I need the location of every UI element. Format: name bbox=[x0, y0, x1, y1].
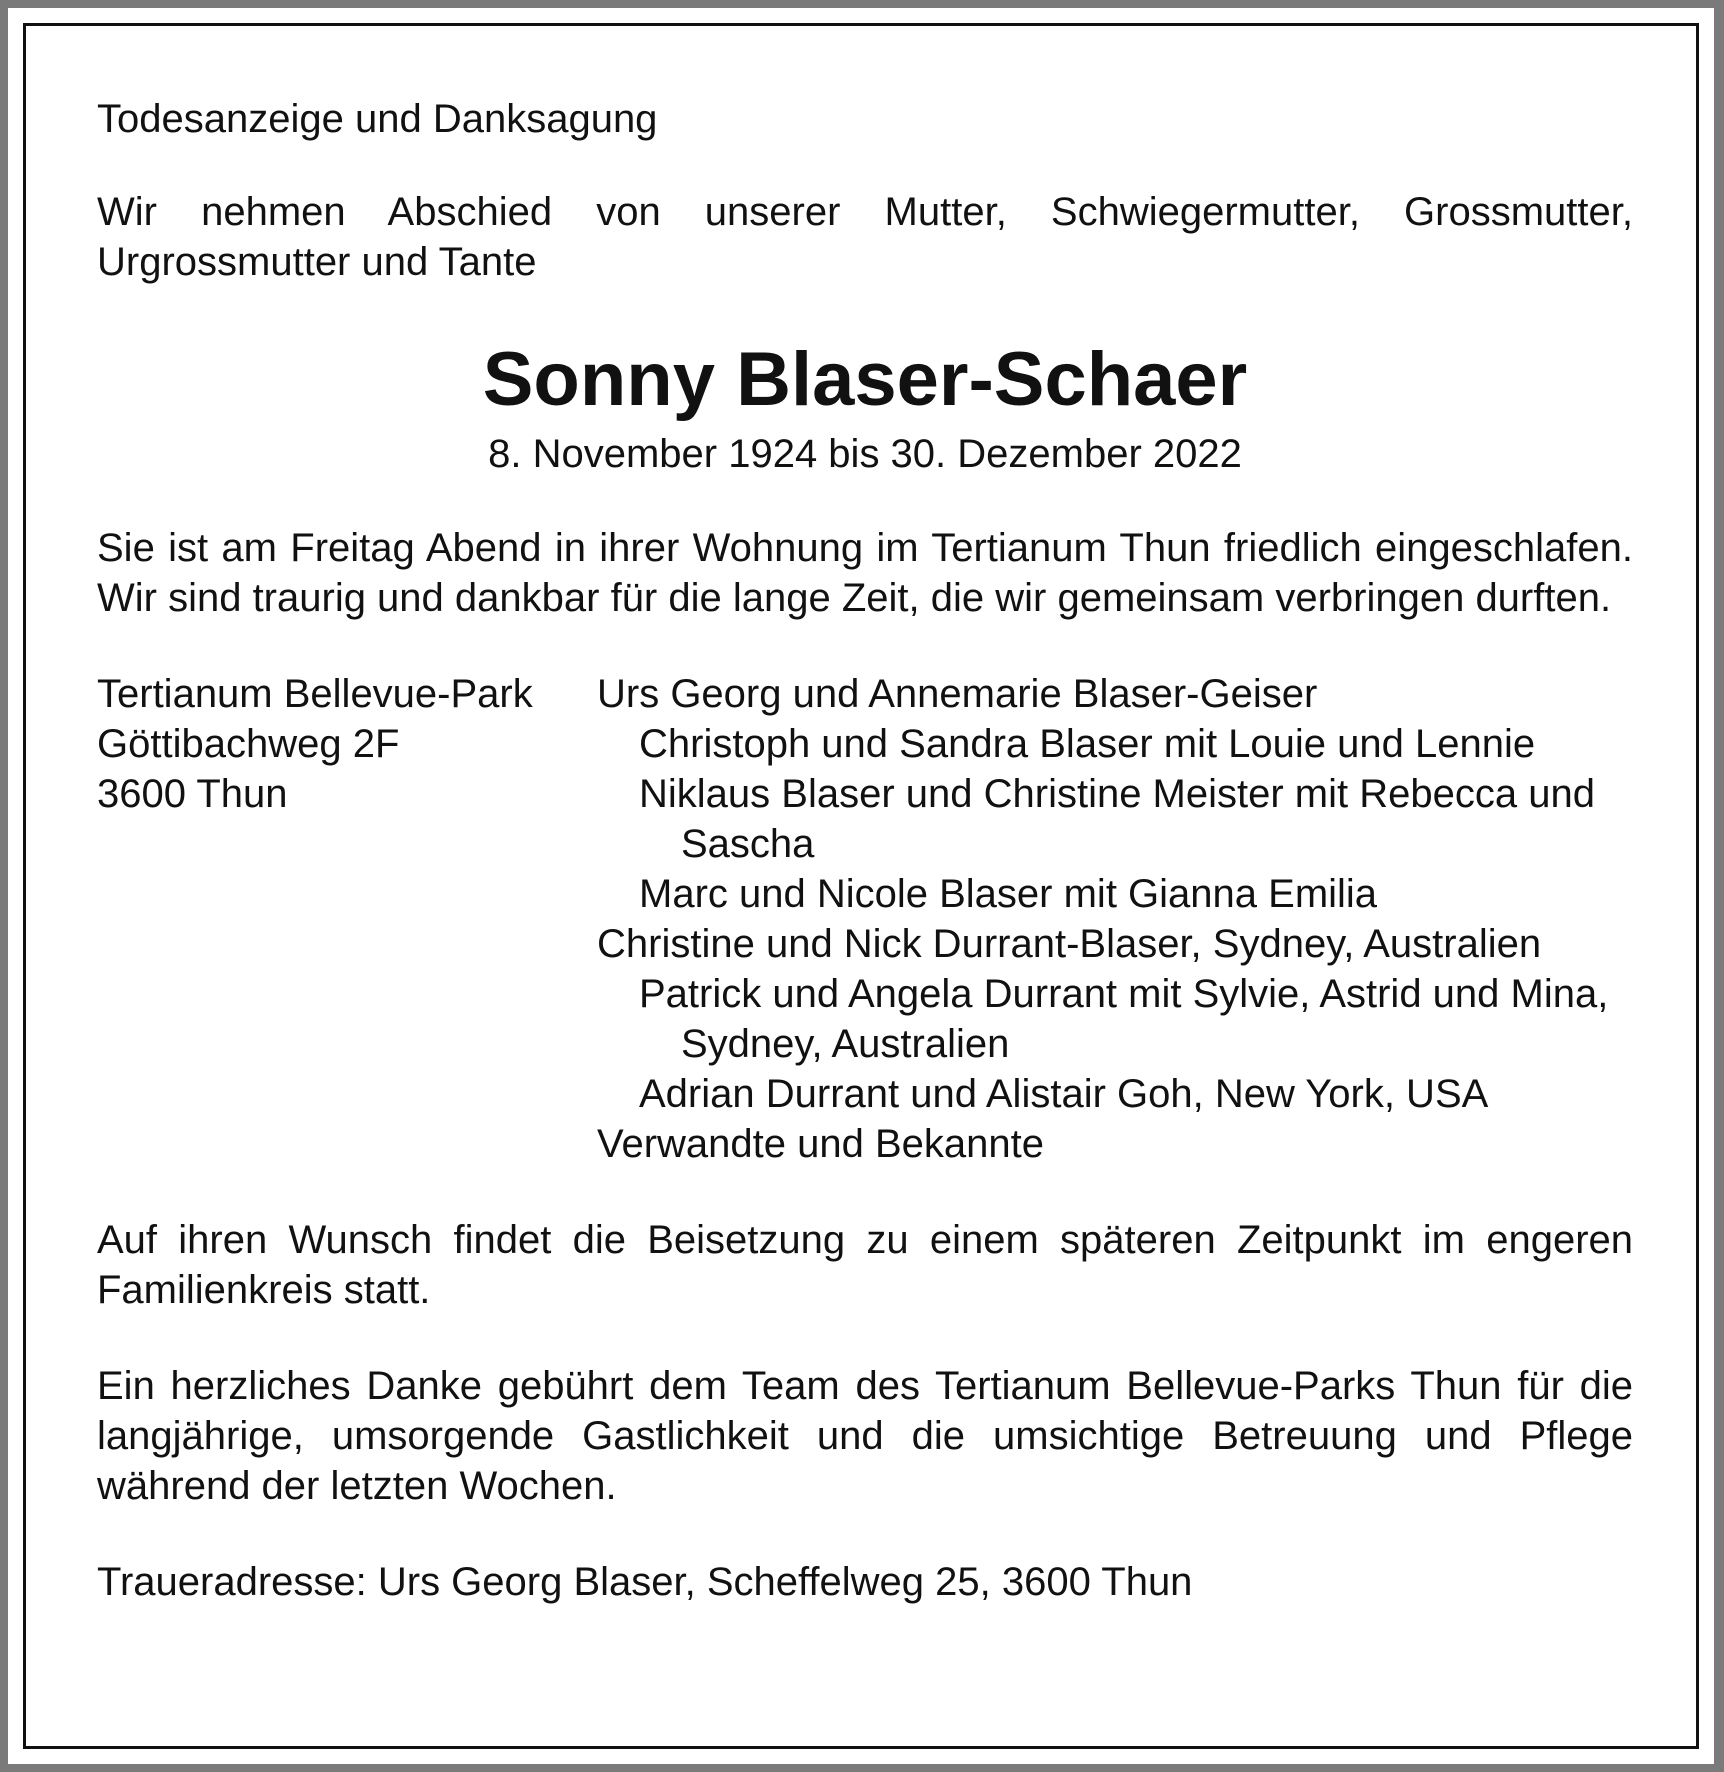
intro-paragraph: Wir nehmen Abschied von unserer Mutter, Schwiegermutter, Grossmutter, Urgrossmutter und Tante bbox=[97, 190, 1633, 284]
relative-entry: Christoph und Sandra Blaser mit Louie und Lennie bbox=[639, 722, 1536, 766]
relative-entry: Verwandte und Bekannte bbox=[597, 1122, 1045, 1166]
mourning-address: Traueradresse: Urs Georg Blaser, Scheffelweg 25, 3600 Thun bbox=[97, 1560, 1193, 1604]
thanks-paragraph: Ein herzliches Danke gebührt dem Team des Tertianum Bellevue-Parks Thun für die langjährige, umsorgende Gastlichkeit und die umsichtige Betreuung und Pflege während der letzten Wochen. bbox=[97, 1364, 1633, 1508]
address-line: 3600 Thun bbox=[97, 772, 288, 816]
page-frame bbox=[8, 8, 1714, 1764]
home-address bbox=[97, 669, 597, 1169]
relative-entry: Adrian Durrant und Alistair Goh, New York, USA bbox=[639, 1072, 1489, 1116]
deceased-name: Sonny Blaser-Schaer bbox=[482, 337, 1248, 422]
burial-paragraph: Auf ihren Wunsch findet die Beisetzung zu einem späteren Zeitpunkt im engeren Familienkreis statt. bbox=[97, 1218, 1633, 1312]
relative-entry: Urs Georg und Annemarie Blaser-Geiser bbox=[597, 672, 1318, 716]
life-dates: 8. November 1924 bis 30. Dezember 2022 bbox=[488, 432, 1242, 476]
relative-entry: Patrick und Angela Durrant mit Sylvie, Astrid und Mina, Sydney, Australien bbox=[639, 972, 1609, 1066]
address-line: Göttibachweg 2F bbox=[97, 722, 400, 766]
relative-entry: Christine und Nick Durrant-Blaser, Sydney, Australien bbox=[597, 922, 1542, 966]
relative-entry: Niklaus Blaser und Christine Meister mit Rebecca und Sascha bbox=[639, 772, 1595, 866]
relatives-list bbox=[597, 669, 1633, 1169]
address-line: Tertianum Bellevue-Park bbox=[97, 672, 533, 716]
relative-entry: Marc und Nicole Blaser mit Gianna Emilia bbox=[639, 872, 1378, 916]
announcement-paragraph: Sie ist am Freitag Abend in ihrer Wohnung im Tertianum Thun friedlich eingeschlafen. Wir sind traurig und dankbar für die lange Zeit, die wir gemeinsam verbringen durften. bbox=[97, 526, 1633, 620]
family-block bbox=[97, 669, 1633, 1169]
notice-content bbox=[97, 94, 1633, 1607]
notice-heading: Todesanzeige und Danksagung bbox=[97, 97, 658, 141]
